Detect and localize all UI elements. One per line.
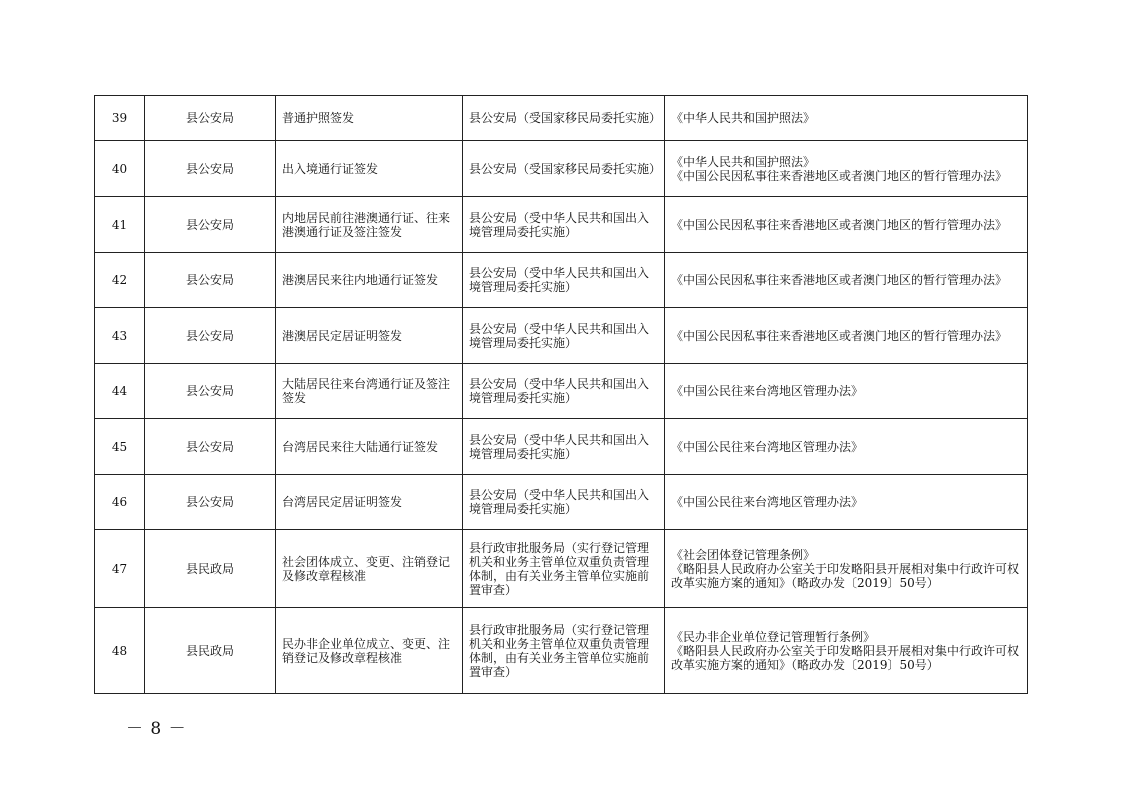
row-number-cell: 47 (95, 530, 145, 608)
legal-basis-line: 《中华人民共和国护照法》 (671, 154, 816, 169)
permission-item-cell: 内地居民前往港澳通行证、往来港澳通行证及签注签发 (276, 197, 463, 253)
table-row (95, 197, 1028, 253)
legal-basis-line: 《略阳县人民政府办公室关于印发略阳县开展相对集中行政许可权改革实施方案的通知》（略政办发〔2019〕50号） (671, 643, 1020, 672)
implementing-agency-cell: 县公安局（受中华人民共和国出入境管理局委托实施） (463, 419, 665, 475)
department-cell: 县公安局 (145, 475, 276, 530)
permission-item-cell: 民办非企业单位成立、变更、注销登记及修改章程核准 (276, 608, 463, 694)
department-cell: 县公安局 (145, 364, 276, 419)
row-number-cell: 48 (95, 608, 145, 694)
department-cell: 县公安局 (145, 419, 276, 475)
legal-basis-cell (665, 364, 1028, 419)
permission-items-table (94, 95, 1028, 694)
implementing-agency-cell: 县公安局（受中华人民共和国出入境管理局委托实施） (463, 364, 665, 419)
legal-basis-line: 《民办非企业单位登记管理暂行条例》 (671, 629, 876, 644)
row-number-cell: 40 (95, 141, 145, 197)
legal-basis-cell (665, 475, 1028, 530)
legal-basis-line: 《略阳县人民政府办公室关于印发略阳县开展相对集中行政许可权改革实施方案的通知》（略政办发〔2019〕50号） (671, 561, 1020, 590)
legal-basis-line: 《中国公民往来台湾地区管理办法》 (671, 439, 864, 454)
implementing-agency-cell: 县公安局（受中华人民共和国出入境管理局委托实施） (463, 308, 665, 364)
department-cell: 县民政局 (145, 530, 276, 608)
legal-basis-cell (665, 197, 1028, 253)
implementing-agency-cell: 县公安局（受中华人民共和国出入境管理局委托实施） (463, 475, 665, 530)
table-body (95, 96, 1028, 694)
row-number-cell: 42 (95, 253, 145, 308)
legal-basis-line: 《社会团体登记管理条例》 (671, 547, 816, 562)
implementing-agency-cell: 县行政审批服务局（实行登记管理机关和业务主管单位双重负责管理体制，由有关业务主管单位实施前置审查） (463, 608, 665, 694)
department-cell: 县公安局 (145, 308, 276, 364)
row-number-cell: 39 (95, 96, 145, 141)
legal-basis-line: 《中国公民因私事往来香港地区或者澳门地区的暂行管理办法》 (671, 328, 1008, 343)
legal-basis-line: 《中国公民因私事往来香港地区或者澳门地区的暂行管理办法》 (671, 217, 1008, 232)
row-number-cell: 44 (95, 364, 145, 419)
table-row (95, 419, 1028, 475)
legal-basis-line: 《中国公民往来台湾地区管理办法》 (671, 384, 864, 398)
table-row (95, 253, 1028, 308)
row-number-cell: 41 (95, 197, 145, 253)
permission-item-cell: 出入境通行证签发 (276, 141, 463, 197)
legal-basis-cell (665, 530, 1028, 608)
implementing-agency-cell: 县行政审批服务局（实行登记管理机关和业务主管单位双重负责管理体制，由有关业务主管单位实施前置审查） (463, 530, 665, 608)
legal-basis-cell (665, 141, 1028, 197)
department-cell: 县民政局 (145, 608, 276, 694)
department-cell: 县公安局 (145, 253, 276, 308)
implementing-agency-cell: 县公安局（受国家移民局委托实施） (463, 96, 665, 141)
table-row (95, 475, 1028, 530)
permission-item-cell: 大陆居民往来台湾通行证及签注签发 (276, 364, 463, 419)
implementing-agency-cell: 县公安局（受中华人民共和国出入境管理局委托实施） (463, 253, 665, 308)
legal-basis-cell (665, 419, 1028, 475)
row-number-cell: 46 (95, 475, 145, 530)
legal-basis-line: 《中国公民因私事往来香港地区或者澳门地区的暂行管理办法》 (671, 273, 1008, 287)
legal-basis-line: 《中华人民共和国护照法》 (671, 111, 816, 125)
permission-item-cell: 港澳居民定居证明签发 (276, 308, 463, 364)
permission-item-cell: 台湾居民定居证明签发 (276, 475, 463, 530)
department-cell: 县公安局 (145, 96, 276, 141)
table-row (95, 530, 1028, 608)
permission-item-cell: 普通护照签发 (276, 96, 463, 141)
permission-item-cell: 台湾居民来往大陆通行证签发 (276, 419, 463, 475)
legal-basis-cell (665, 308, 1028, 364)
table-row (95, 608, 1028, 694)
legal-basis-cell (665, 96, 1028, 141)
legal-basis-cell (665, 608, 1028, 694)
legal-basis-line: 《中国公民往来台湾地区管理办法》 (671, 495, 864, 509)
department-cell: 县公安局 (145, 197, 276, 253)
page-number: － 8 － (126, 719, 187, 739)
implementing-agency-cell: 县公安局（受中华人民共和国出入境管理局委托实施） (463, 197, 665, 253)
permission-item-cell: 港澳居民来往内地通行证签发 (276, 253, 463, 308)
legal-basis-line: 《中国公民因私事往来香港地区或者澳门地区的暂行管理办法》 (671, 168, 1008, 183)
row-number-cell: 43 (95, 308, 145, 364)
table-row (95, 364, 1028, 419)
table-row (95, 308, 1028, 364)
row-number-cell: 45 (95, 419, 145, 475)
permission-item-cell: 社会团体成立、变更、注销登记及修改章程核准 (276, 530, 463, 608)
implementing-agency-cell: 县公安局（受国家移民局委托实施） (463, 141, 665, 197)
table-row (95, 141, 1028, 197)
department-cell: 县公安局 (145, 141, 276, 197)
legal-basis-cell (665, 253, 1028, 308)
table-row (95, 96, 1028, 141)
